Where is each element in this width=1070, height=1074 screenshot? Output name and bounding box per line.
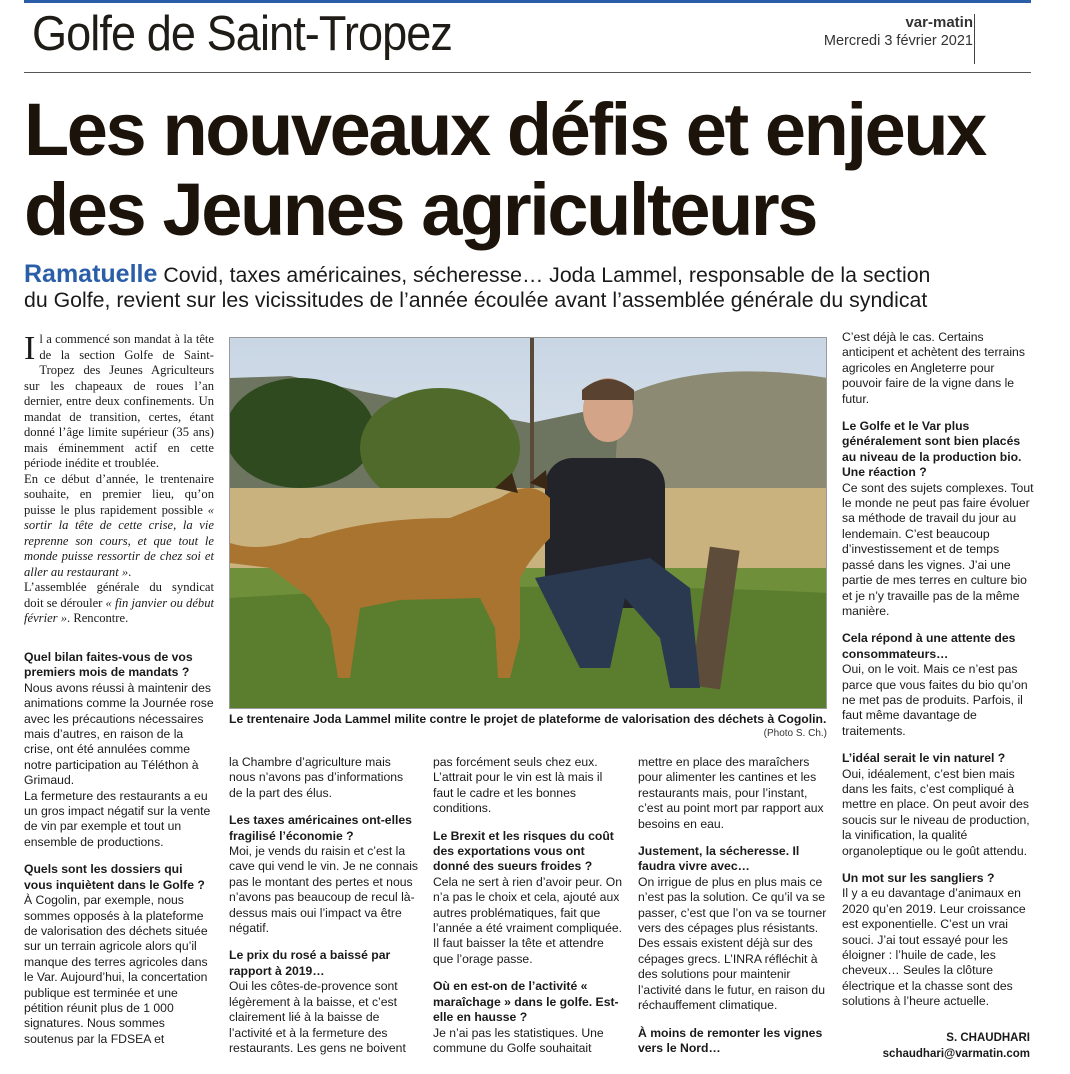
question: Le Brexit et les risques du coût des exportations vous ont donné des sueurs froides ? <box>433 828 614 874</box>
answer: Oui les côtes-de-provence sont légèrement à la baisse, et c’est clairement lié à la baisse de l’activité et à la fermeture des restaurants. Les gens ne boivent <box>229 979 406 1055</box>
intro-text-3: L’assemblée générale du syndicat doit se dérouler <box>24 580 214 610</box>
question: Le prix du rosé a baissé par rapport à 2019… <box>229 948 391 978</box>
header-rule <box>24 72 1031 73</box>
answer: Ce sont des sujets complexes. Tout le monde ne peut pas faire évoluer sa méthode de travail du jour au lendemain. C’est beaucoup d’investissement et de temps passé dans les vignes. J’ai une partie de mes terres en culture bio et je n’y travaille pas de la même manière. <box>842 480 1034 618</box>
column-2 <box>229 755 419 1056</box>
kicker: Ramatuelle <box>24 260 158 288</box>
answer: la Chambre d’agriculture mais nous n’avons pas d’informations de la part des élus. <box>229 755 404 800</box>
intro-column <box>24 332 214 627</box>
answer: mettre en place des maraîchers pour alimenter les cantines et les restaurants mais, pour l’instant, c’est au point mort par rapport aux besoins en eau. <box>638 755 824 831</box>
question: Cela répond à une attente des consommateurs… <box>842 631 1016 661</box>
answer: Nous avons réussi à maintenir des animations comme la Journée rose avec les précautions nécessaires mais d’autres, en raison de la crise, ont été annulées comme notre participation au Téléthon à Grimaud. <box>24 680 214 788</box>
author-email[interactable]: schaudhari@varmatin.com <box>882 1048 1030 1060</box>
answer: pas forcément seuls chez eux. L’attrait pour le vin est là mais il faut le cadre et les bonnes conditions. <box>433 755 603 816</box>
column-5 <box>842 330 1034 1010</box>
answer: Cela ne sert à rien d’avoir peur. On n’a pas le choix et cela, ajouté aux autres problématiques, fait que l’année a été vraiment compliquée. Il faut baisser la tête et attendre que l’orage passe. <box>433 874 623 966</box>
question: Où en est-on de l’activité « maraîchage » dans le golfe. Est-elle en hausse ? <box>433 979 619 1025</box>
answer: Oui, on le voit. Mais ce n’est pas parce que vous faites du bio qu’on ne met pas de produits. Parfois, il faut même davantage de traitements. <box>842 662 1028 738</box>
headline-line-2: des Jeunes agriculteurs <box>24 168 817 251</box>
intro-paragraph-3 <box>24 580 214 627</box>
article-photo <box>229 337 827 709</box>
intro-paragraph-1 <box>24 332 214 472</box>
answer: Il y a eu davantage d’animaux en 2020 qu’en 2019. Leur croissance est exponentielle. C’est un vrai souci. J’ai tout essayé pour les éloigner : l’huile de cade, les cheveux… Seules la clôture électrique et la chasse sont des solutions à l’heure actuelle. <box>842 886 1026 1009</box>
intro-text-2-end: . <box>128 564 132 579</box>
question: Justement, la sécheresse. Il faudra vivre avec… <box>638 844 800 874</box>
intro-text-2: En ce début d’année, le trentenaire souhaite, en premier lieu, qu’on puisse le plus rapidement possible <box>24 471 214 517</box>
section-title: Golfe de Saint-Tropez <box>32 7 453 61</box>
question: Quel bilan faites-vous de vos premiers mois de mandats ? <box>24 650 193 680</box>
deck-text-1: Covid, taxes américaines, sécheresse… Joda Lammel, responsable de la section <box>163 263 931 287</box>
question: Le Golfe et le Var plus généralement sont bien placés au niveau de la production bio. Une réaction ? <box>842 419 1022 480</box>
photo-credit: (Photo S. Ch.) <box>763 728 827 739</box>
intro-quote-1: « sortir la tête de cette crise, la vie reprenne son cours, et que tout le monde puisse ressortir de chez soi et aller au restaurant » <box>24 502 214 579</box>
question: L’idéal serait le vin naturel ? <box>842 751 1006 766</box>
deck-line-1 <box>24 262 1034 288</box>
author-name: S. CHAUDHARI <box>946 1032 1030 1044</box>
question: Quels sont les dossiers qui vous inquiètent dans le Golfe ? <box>24 862 205 892</box>
answer: C’est déjà le cas. Certains anticipent et achètent des terrains agricoles en Angleterre pour pouvoir faire de la vigne dans le futur. <box>842 330 1025 406</box>
deck-line-2: du Golfe, revient sur les vicissitudes de l’année écoulée avant l’assemblée générale du syndicat <box>24 288 928 312</box>
answer: Moi, je vends du raisin et c’est la cave qui vend le vin. Je ne connais pas le montant des pertes et nous n’avons pas beaucoup de recul là-dessus mais oui l’impact va être négatif. <box>229 844 419 936</box>
answer: À Cogolin, par exemple, nous sommes opposés à la plateforme de valorisation des déchets située sur un terrain agricole alors qu’il manque des terres agricoles dans le Var. Aujourd’hui, la concertation publique est terminée et une pétition réunit plus de 1 000 signatures. Nous sommes soutenus par la FDSEA et <box>24 893 208 1046</box>
headline <box>24 90 1034 250</box>
answer: Oui, idéalement, c’est bien mais dans les faits, c’est compliqué à mettre en place. On peut avoir des soucis sur le niveau de production, la vinification, la qualité organoleptique ou le goût attendu. <box>842 766 1030 858</box>
column-4 <box>638 755 828 1056</box>
intro-text-3-end: . Rencontre. <box>67 611 129 625</box>
intro-text-1: l a commencé son mandat à la tête de la section Golfe de Saint-Tropez des Jeunes Agriculteurs sur les chapeaux de roues l’an dernier, entre deux confinements. Un mandat de transition, certes, étant donné l’âge limite supérieur (35 ans) mais éminemment actif en cette période inédite et troublée. <box>24 332 214 470</box>
column-3 <box>433 755 623 1056</box>
deck <box>24 262 1034 313</box>
masthead-divider <box>974 14 975 64</box>
masthead <box>824 14 973 49</box>
intro-quote-2: « fin janvier ou début février » <box>24 595 215 625</box>
photo-caption: Le trentenaire Joda Lammel milite contre le projet de plateforme de valorisation des déchets à Cogolin. <box>229 712 827 726</box>
question: Les taxes américaines ont-elles fragilisé l’économie ? <box>229 813 412 843</box>
column-1 <box>24 650 214 1047</box>
question: À moins de remonter les vignes vers le Nord… <box>638 1025 823 1055</box>
answer: La fermeture des restaurants a eu un gros impact négatif sur la vente de vin par exemple et tout un ensemble de productions. <box>24 788 211 849</box>
publication-date: Mercredi 3 février 2021 <box>823 33 973 49</box>
answer: On irrigue de plus en plus mais ce n’est pas la solution. Ce qu’il va se passer, c’est que l’on va se tourner vers des cépages plus résistants. Des essais existent déjà sur des cépages grecs. L’INRA réfléchit à des solutions pour maintenir l’activité dans le futur, en raison du réchauffement climatique. <box>638 874 827 1013</box>
question: Un mot sur les sangliers ? <box>842 871 995 885</box>
byline <box>883 1030 1030 1062</box>
intro-paragraph-2 <box>24 472 214 581</box>
top-accent-rule <box>24 0 1031 3</box>
drop-cap: I <box>24 330 36 367</box>
paper-name: var-matin <box>905 14 973 31</box>
answer: Je n’ai pas les statistiques. Une commune du Golfe souhaitait <box>433 1025 604 1055</box>
headline-line-1: Les nouveaux défis et enjeux <box>24 88 985 171</box>
